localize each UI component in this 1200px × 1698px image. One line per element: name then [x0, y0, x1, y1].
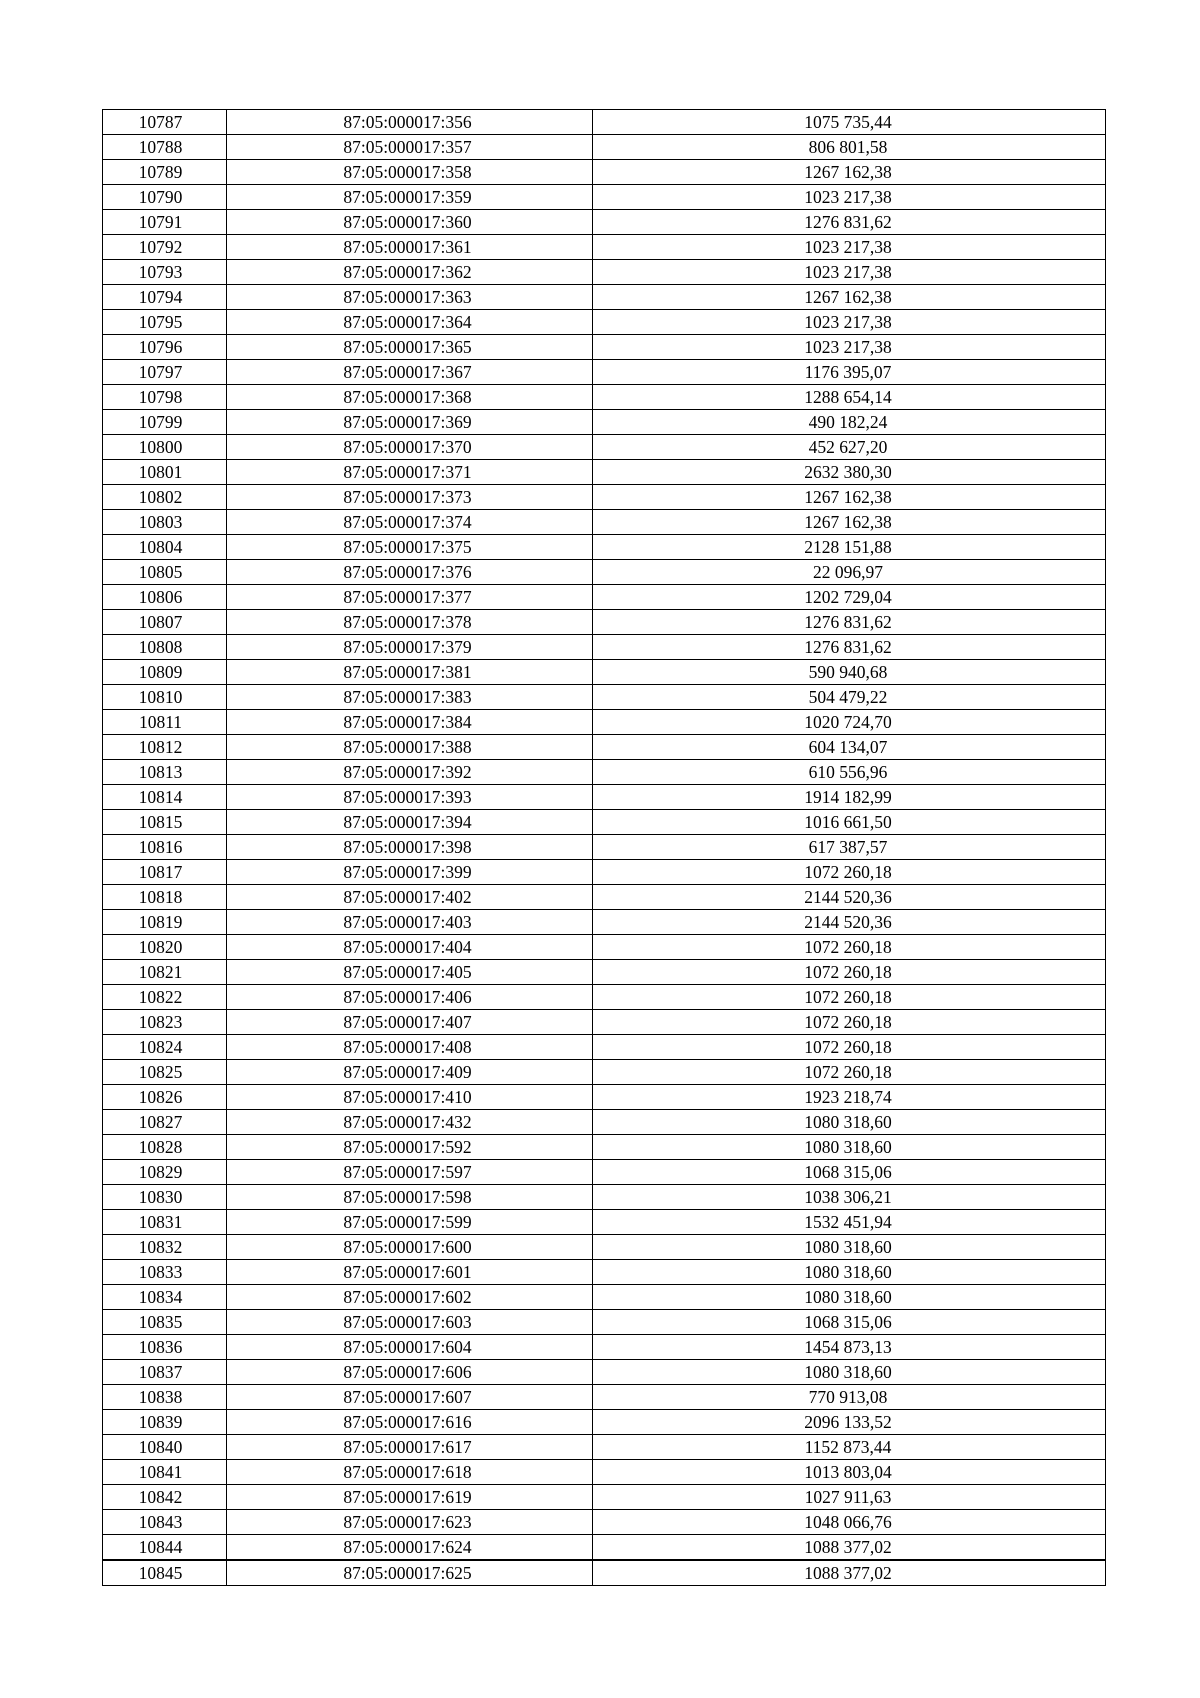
cadastral-value-cell: 2632 380,30 [593, 460, 1106, 485]
table-row [103, 735, 1106, 760]
row-number-cell: 10831 [103, 1210, 227, 1235]
cadastral-number-cell: 87:05:000017:404 [227, 935, 593, 960]
cadastral-value-cell: 1080 318,60 [593, 1360, 1106, 1385]
row-number-cell: 10845 [103, 1560, 227, 1586]
row-number-cell: 10816 [103, 835, 227, 860]
cadastral-number-cell: 87:05:000017:388 [227, 735, 593, 760]
cadastral-number-cell: 87:05:000017:356 [227, 110, 593, 135]
table-row [103, 385, 1106, 410]
cadastral-number-cell: 87:05:000017:597 [227, 1160, 593, 1185]
cadastral-value-cell: 1267 162,38 [593, 485, 1106, 510]
row-number-cell: 10794 [103, 285, 227, 310]
row-number-cell: 10817 [103, 860, 227, 885]
table-row [103, 1460, 1106, 1485]
cadastral-value-cell: 2144 520,36 [593, 885, 1106, 910]
cadastral-number-cell: 87:05:000017:361 [227, 235, 593, 260]
table-row [103, 1260, 1106, 1285]
table-row [103, 460, 1106, 485]
table-row [103, 1560, 1106, 1586]
table-row [103, 660, 1106, 685]
cadastral-number-cell: 87:05:000017:393 [227, 785, 593, 810]
row-number-cell: 10836 [103, 1335, 227, 1360]
cadastral-value-cell: 1267 162,38 [593, 160, 1106, 185]
cadastral-number-cell: 87:05:000017:358 [227, 160, 593, 185]
cadastral-value-cell: 1080 318,60 [593, 1285, 1106, 1310]
table-row [103, 1535, 1106, 1561]
row-number-cell: 10822 [103, 985, 227, 1010]
cadastral-value-cell: 1023 217,38 [593, 310, 1106, 335]
cadastral-value-cell: 1276 831,62 [593, 610, 1106, 635]
cadastral-value-cell: 590 940,68 [593, 660, 1106, 685]
cadastral-number-cell: 87:05:000017:375 [227, 535, 593, 560]
cadastral-number-cell: 87:05:000017:604 [227, 1335, 593, 1360]
row-number-cell: 10844 [103, 1535, 227, 1561]
row-number-cell: 10798 [103, 385, 227, 410]
row-number-cell: 10811 [103, 710, 227, 735]
row-number-cell: 10788 [103, 135, 227, 160]
table-row [103, 185, 1106, 210]
row-number-cell: 10827 [103, 1110, 227, 1135]
table-row [103, 1185, 1106, 1210]
cadastral-value-table [102, 109, 1106, 1586]
cadastral-number-cell: 87:05:000017:364 [227, 310, 593, 335]
cadastral-number-cell: 87:05:000017:403 [227, 910, 593, 935]
row-number-cell: 10805 [103, 560, 227, 585]
table-row [103, 135, 1106, 160]
cadastral-number-cell: 87:05:000017:377 [227, 585, 593, 610]
table-row [103, 585, 1106, 610]
cadastral-value-cell: 490 182,24 [593, 410, 1106, 435]
row-number-cell: 10823 [103, 1010, 227, 1035]
table-row [103, 810, 1106, 835]
row-number-cell: 10832 [103, 1235, 227, 1260]
cadastral-number-cell: 87:05:000017:592 [227, 1135, 593, 1160]
cadastral-value-cell: 1176 395,07 [593, 360, 1106, 385]
table-row [103, 1335, 1106, 1360]
cadastral-number-cell: 87:05:000017:618 [227, 1460, 593, 1485]
table-row [103, 110, 1106, 135]
row-number-cell: 10838 [103, 1385, 227, 1410]
cadastral-value-cell: 617 387,57 [593, 835, 1106, 860]
table-row [103, 285, 1106, 310]
table-row [103, 1235, 1106, 1260]
cadastral-value-cell: 452 627,20 [593, 435, 1106, 460]
cadastral-value-cell: 1532 451,94 [593, 1210, 1106, 1235]
row-number-cell: 10810 [103, 685, 227, 710]
row-number-cell: 10825 [103, 1060, 227, 1085]
cadastral-number-cell: 87:05:000017:369 [227, 410, 593, 435]
cadastral-number-cell: 87:05:000017:405 [227, 960, 593, 985]
cadastral-value-cell: 1454 873,13 [593, 1335, 1106, 1360]
row-number-cell: 10830 [103, 1185, 227, 1210]
row-number-cell: 10818 [103, 885, 227, 910]
cadastral-number-cell: 87:05:000017:376 [227, 560, 593, 585]
row-number-cell: 10815 [103, 810, 227, 835]
table-row [103, 1385, 1106, 1410]
table-row [103, 1010, 1106, 1035]
table-row [103, 1060, 1106, 1085]
cadastral-value-cell: 1013 803,04 [593, 1460, 1106, 1485]
cadastral-value-cell: 1023 217,38 [593, 260, 1106, 285]
row-number-cell: 10795 [103, 310, 227, 335]
table-row [103, 1035, 1106, 1060]
table-row [103, 1310, 1106, 1335]
table-row [103, 485, 1106, 510]
table-row [103, 210, 1106, 235]
cadastral-value-cell: 1072 260,18 [593, 1060, 1106, 1085]
row-number-cell: 10833 [103, 1260, 227, 1285]
row-number-cell: 10809 [103, 660, 227, 685]
cadastral-number-cell: 87:05:000017:606 [227, 1360, 593, 1385]
cadastral-value-cell: 1023 217,38 [593, 185, 1106, 210]
cadastral-number-cell: 87:05:000017:408 [227, 1035, 593, 1060]
table-row [103, 910, 1106, 935]
table-row [103, 785, 1106, 810]
cadastral-value-cell: 1267 162,38 [593, 285, 1106, 310]
table-row [103, 335, 1106, 360]
cadastral-value-cell: 1914 182,99 [593, 785, 1106, 810]
cadastral-value-cell: 1072 260,18 [593, 1035, 1106, 1060]
table-row [103, 835, 1106, 860]
cadastral-number-cell: 87:05:000017:624 [227, 1535, 593, 1561]
table-row [103, 985, 1106, 1010]
cadastral-number-cell: 87:05:000017:601 [227, 1260, 593, 1285]
cadastral-number-cell: 87:05:000017:432 [227, 1110, 593, 1135]
row-number-cell: 10797 [103, 360, 227, 385]
cadastral-value-cell: 1088 377,02 [593, 1535, 1106, 1561]
row-number-cell: 10821 [103, 960, 227, 985]
cadastral-number-cell: 87:05:000017:360 [227, 210, 593, 235]
row-number-cell: 10840 [103, 1435, 227, 1460]
cadastral-number-cell: 87:05:000017:603 [227, 1310, 593, 1335]
table-row [103, 885, 1106, 910]
table-row [103, 310, 1106, 335]
table-row [103, 935, 1106, 960]
cadastral-value-cell: 504 479,22 [593, 685, 1106, 710]
cadastral-value-cell: 1202 729,04 [593, 585, 1106, 610]
cadastral-number-cell: 87:05:000017:370 [227, 435, 593, 460]
cadastral-value-cell: 2128 151,88 [593, 535, 1106, 560]
table-row [103, 1510, 1106, 1535]
cadastral-number-cell: 87:05:000017:363 [227, 285, 593, 310]
cadastral-number-cell: 87:05:000017:602 [227, 1285, 593, 1310]
row-number-cell: 10843 [103, 1510, 227, 1535]
row-number-cell: 10837 [103, 1360, 227, 1385]
table-row [103, 960, 1106, 985]
table-row [103, 1160, 1106, 1185]
row-number-cell: 10803 [103, 510, 227, 535]
cadastral-number-cell: 87:05:000017:373 [227, 485, 593, 510]
table-row [103, 1435, 1106, 1460]
row-number-cell: 10800 [103, 435, 227, 460]
table-row [103, 685, 1106, 710]
cadastral-number-cell: 87:05:000017:616 [227, 1410, 593, 1435]
cadastral-number-cell: 87:05:000017:394 [227, 810, 593, 835]
cadastral-number-cell: 87:05:000017:371 [227, 460, 593, 485]
cadastral-number-cell: 87:05:000017:617 [227, 1435, 593, 1460]
row-number-cell: 10799 [103, 410, 227, 435]
row-number-cell: 10787 [103, 110, 227, 135]
row-number-cell: 10814 [103, 785, 227, 810]
cadastral-number-cell: 87:05:000017:359 [227, 185, 593, 210]
cadastral-number-cell: 87:05:000017:410 [227, 1085, 593, 1110]
cadastral-value-cell: 22 096,97 [593, 560, 1106, 585]
table-row [103, 535, 1106, 560]
row-number-cell: 10792 [103, 235, 227, 260]
row-number-cell: 10807 [103, 610, 227, 635]
cadastral-value-cell: 1080 318,60 [593, 1260, 1106, 1285]
cadastral-value-cell: 1027 911,63 [593, 1485, 1106, 1510]
row-number-cell: 10820 [103, 935, 227, 960]
row-number-cell: 10842 [103, 1485, 227, 1510]
row-number-cell: 10804 [103, 535, 227, 560]
cadastral-number-cell: 87:05:000017:357 [227, 135, 593, 160]
row-number-cell: 10835 [103, 1310, 227, 1335]
cadastral-number-cell: 87:05:000017:379 [227, 635, 593, 660]
row-number-cell: 10829 [103, 1160, 227, 1185]
cadastral-value-cell: 1276 831,62 [593, 210, 1106, 235]
row-number-cell: 10801 [103, 460, 227, 485]
cadastral-value-cell: 1038 306,21 [593, 1185, 1106, 1210]
cadastral-value-cell: 1072 260,18 [593, 1010, 1106, 1035]
cadastral-value-cell: 1020 724,70 [593, 710, 1106, 735]
table-row [103, 1110, 1106, 1135]
cadastral-number-cell: 87:05:000017:625 [227, 1560, 593, 1586]
row-number-cell: 10806 [103, 585, 227, 610]
table-row [103, 510, 1106, 535]
cadastral-number-cell: 87:05:000017:598 [227, 1185, 593, 1210]
cadastral-number-cell: 87:05:000017:399 [227, 860, 593, 885]
cadastral-number-cell: 87:05:000017:406 [227, 985, 593, 1010]
row-number-cell: 10819 [103, 910, 227, 935]
cadastral-value-cell: 1023 217,38 [593, 335, 1106, 360]
cadastral-value-cell: 1023 217,38 [593, 235, 1106, 260]
cadastral-value-cell: 1075 735,44 [593, 110, 1106, 135]
row-number-cell: 10839 [103, 1410, 227, 1435]
cadastral-value-cell: 1080 318,60 [593, 1110, 1106, 1135]
cadastral-value-cell: 1072 260,18 [593, 860, 1106, 885]
cadastral-value-cell: 1276 831,62 [593, 635, 1106, 660]
cadastral-number-cell: 87:05:000017:409 [227, 1060, 593, 1085]
cadastral-value-cell: 806 801,58 [593, 135, 1106, 160]
cadastral-number-cell: 87:05:000017:378 [227, 610, 593, 635]
row-number-cell: 10802 [103, 485, 227, 510]
cadastral-number-cell: 87:05:000017:374 [227, 510, 593, 535]
cadastral-value-cell: 604 134,07 [593, 735, 1106, 760]
table-row [103, 1085, 1106, 1110]
cadastral-value-cell: 1072 260,18 [593, 985, 1106, 1010]
cadastral-number-cell: 87:05:000017:383 [227, 685, 593, 710]
cadastral-value-cell: 1072 260,18 [593, 935, 1106, 960]
cadastral-value-cell: 1923 218,74 [593, 1085, 1106, 1110]
table-row [103, 235, 1106, 260]
table-row [103, 560, 1106, 585]
row-number-cell: 10813 [103, 760, 227, 785]
row-number-cell: 10808 [103, 635, 227, 660]
cadastral-number-cell: 87:05:000017:398 [227, 835, 593, 860]
table-row [103, 410, 1106, 435]
cadastral-number-cell: 87:05:000017:619 [227, 1485, 593, 1510]
cadastral-value-cell: 2096 133,52 [593, 1410, 1106, 1435]
row-number-cell: 10824 [103, 1035, 227, 1060]
cadastral-number-cell: 87:05:000017:407 [227, 1010, 593, 1035]
cadastral-value-cell: 770 913,08 [593, 1385, 1106, 1410]
row-number-cell: 10789 [103, 160, 227, 185]
row-number-cell: 10834 [103, 1285, 227, 1310]
cadastral-number-cell: 87:05:000017:365 [227, 335, 593, 360]
cadastral-value-cell: 610 556,96 [593, 760, 1106, 785]
row-number-cell: 10828 [103, 1135, 227, 1160]
table-row [103, 860, 1106, 885]
row-number-cell: 10791 [103, 210, 227, 235]
cadastral-number-cell: 87:05:000017:384 [227, 710, 593, 735]
table-row [103, 1135, 1106, 1160]
row-number-cell: 10793 [103, 260, 227, 285]
row-number-cell: 10796 [103, 335, 227, 360]
cadastral-number-cell: 87:05:000017:362 [227, 260, 593, 285]
cadastral-number-cell: 87:05:000017:368 [227, 385, 593, 410]
cadastral-value-cell: 1267 162,38 [593, 510, 1106, 535]
row-number-cell: 10790 [103, 185, 227, 210]
cadastral-value-cell: 1080 318,60 [593, 1135, 1106, 1160]
cadastral-value-cell: 1152 873,44 [593, 1435, 1106, 1460]
table-row [103, 1360, 1106, 1385]
table-row [103, 610, 1106, 635]
cadastral-value-cell: 1068 315,06 [593, 1310, 1106, 1335]
cadastral-value-cell: 1068 315,06 [593, 1160, 1106, 1185]
table-row [103, 635, 1106, 660]
table-row [103, 360, 1106, 385]
table-row [103, 1485, 1106, 1510]
cadastral-value-cell: 2144 520,36 [593, 910, 1106, 935]
cadastral-number-cell: 87:05:000017:599 [227, 1210, 593, 1235]
cadastral-value-cell: 1080 318,60 [593, 1235, 1106, 1260]
table-row [103, 1285, 1106, 1310]
table-row [103, 435, 1106, 460]
cadastral-value-cell: 1016 661,50 [593, 810, 1106, 835]
cadastral-number-cell: 87:05:000017:623 [227, 1510, 593, 1535]
cadastral-number-cell: 87:05:000017:367 [227, 360, 593, 385]
table-row [103, 260, 1106, 285]
row-number-cell: 10826 [103, 1085, 227, 1110]
table-row [103, 1410, 1106, 1435]
cadastral-number-cell: 87:05:000017:600 [227, 1235, 593, 1260]
cadastral-value-cell: 1088 377,02 [593, 1560, 1106, 1586]
table-body [103, 110, 1106, 1586]
cadastral-number-cell: 87:05:000017:392 [227, 760, 593, 785]
cadastral-number-cell: 87:05:000017:607 [227, 1385, 593, 1410]
row-number-cell: 10812 [103, 735, 227, 760]
cadastral-number-cell: 87:05:000017:402 [227, 885, 593, 910]
table-row [103, 160, 1106, 185]
row-number-cell: 10841 [103, 1460, 227, 1485]
table-row [103, 1210, 1106, 1235]
cadastral-value-cell: 1288 654,14 [593, 385, 1106, 410]
cadastral-value-cell: 1048 066,76 [593, 1510, 1106, 1535]
table-row [103, 760, 1106, 785]
cadastral-value-cell: 1072 260,18 [593, 960, 1106, 985]
cadastral-number-cell: 87:05:000017:381 [227, 660, 593, 685]
table-row [103, 710, 1106, 735]
